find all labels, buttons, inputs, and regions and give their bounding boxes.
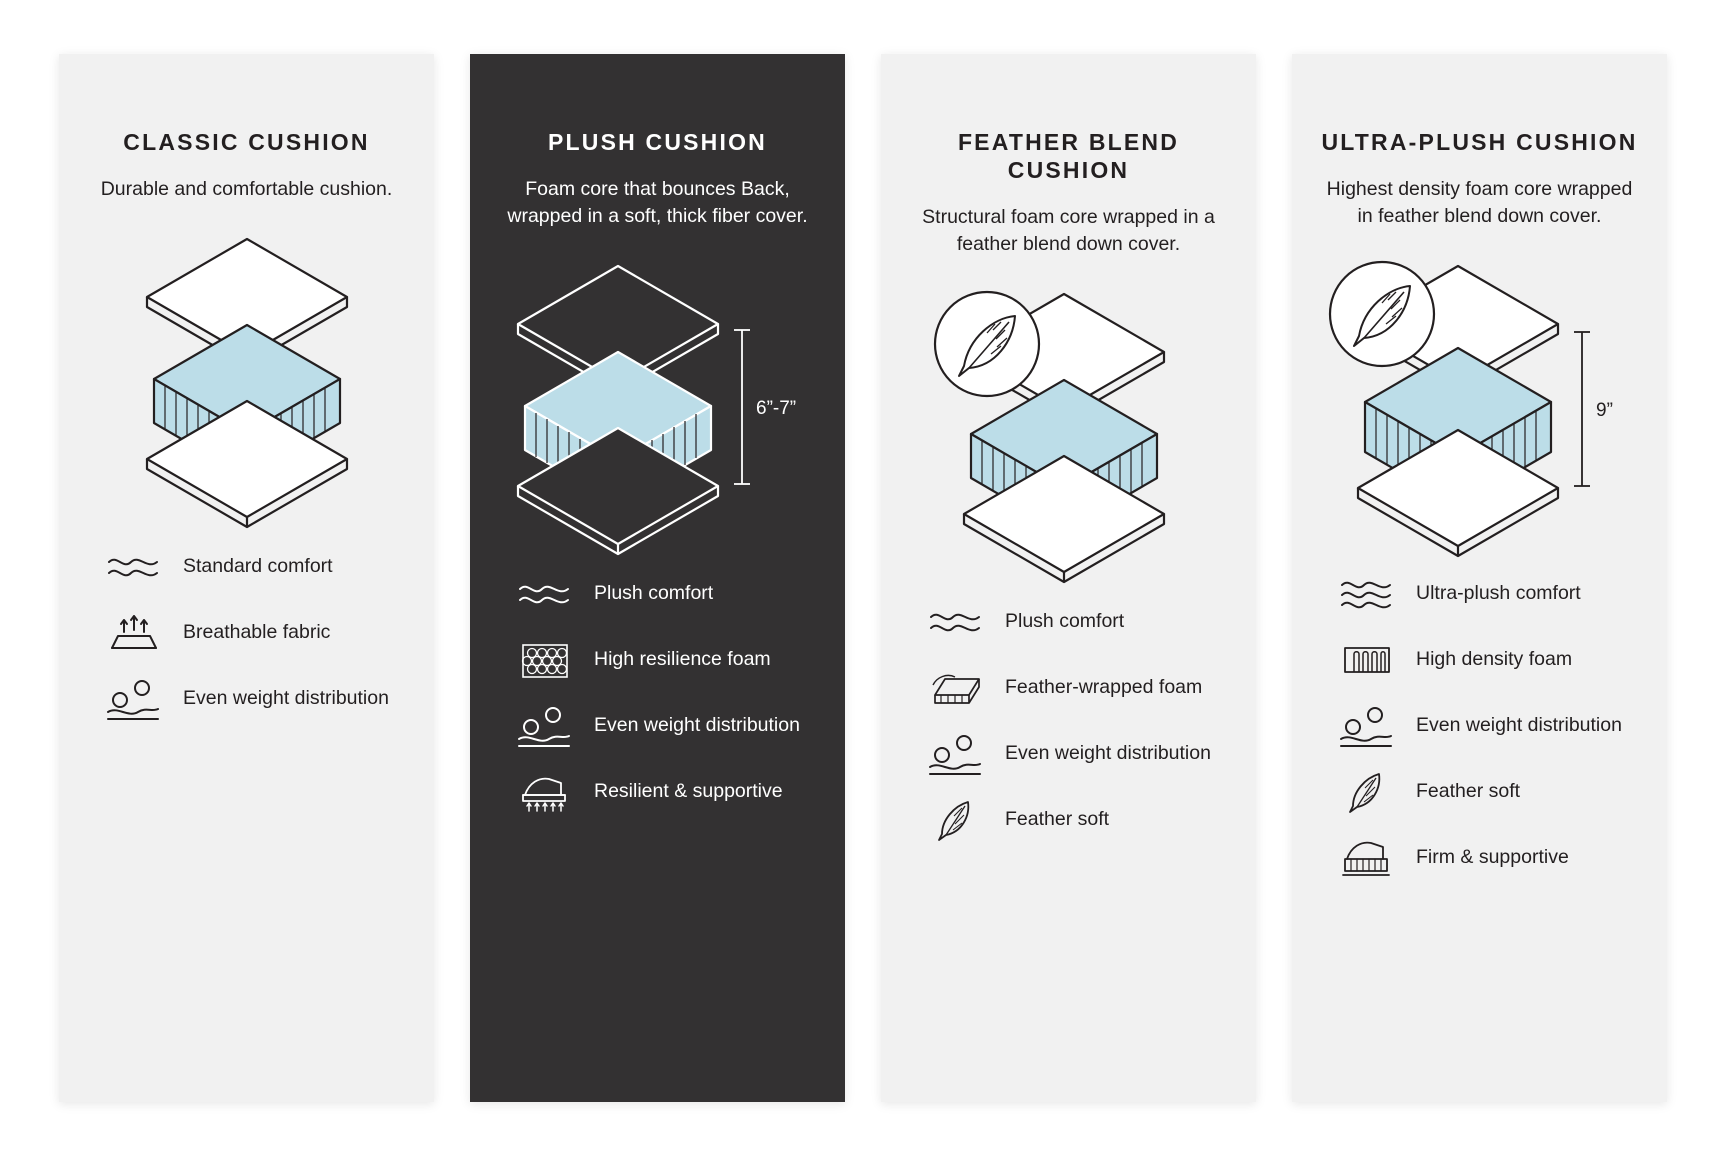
list-item bbox=[925, 796, 1228, 844]
feature-label: Standard comfort bbox=[183, 555, 333, 578]
weight-distribution-icon bbox=[1336, 703, 1398, 749]
firm-support-icon bbox=[1336, 835, 1398, 881]
card-plush-cushion bbox=[470, 54, 845, 1102]
card-ultra-plush-cushion bbox=[1292, 54, 1667, 1102]
list-item bbox=[103, 543, 406, 591]
exploded-cushion-diagram bbox=[498, 246, 817, 546]
exploded-cushion-diagram bbox=[87, 219, 406, 519]
dimension-indicator bbox=[734, 330, 750, 484]
feature-label: High density foam bbox=[1416, 648, 1573, 671]
feature-label: Firm & supportive bbox=[1416, 846, 1569, 869]
list-item bbox=[103, 609, 406, 657]
list-item bbox=[514, 768, 817, 816]
feather-badge-icon bbox=[935, 292, 1039, 396]
feature-label: Feather soft bbox=[1005, 808, 1110, 831]
feather-badge-icon bbox=[1330, 262, 1434, 366]
weight-distribution-icon bbox=[925, 731, 987, 777]
feature-list bbox=[1320, 570, 1639, 882]
exploded-cushion-diagram bbox=[1320, 246, 1639, 546]
list-item bbox=[1336, 636, 1639, 684]
feature-label: Even weight distribution bbox=[594, 714, 800, 737]
page-title: PLUSH CUSHION bbox=[547, 129, 767, 155]
card-description: Foam core that bounces Back, wrapped in a soft, thick fiber cover. bbox=[507, 178, 808, 227]
card-description: Highest density foam core wrapped in feather blend down cover. bbox=[1326, 178, 1633, 227]
feature-list bbox=[498, 570, 817, 816]
page-title: CLASSIC CUSHION bbox=[123, 129, 370, 155]
honeycomb-foam-icon bbox=[514, 637, 576, 683]
weight-distribution-icon bbox=[514, 703, 576, 749]
list-item bbox=[1336, 702, 1639, 750]
feature-label: Even weight distribution bbox=[1416, 714, 1622, 737]
feature-label: Breathable fabric bbox=[183, 621, 331, 644]
feather-wrapped-foam-icon bbox=[925, 665, 987, 711]
feather-icon bbox=[1336, 768, 1398, 816]
card-classic-cushion bbox=[59, 54, 434, 1102]
list-item bbox=[925, 664, 1228, 712]
feather-icon bbox=[925, 796, 987, 844]
wave-comfort-icon bbox=[925, 607, 987, 637]
list-item bbox=[925, 598, 1228, 646]
feature-label: Even weight distribution bbox=[1005, 742, 1211, 765]
high-density-foam-icon bbox=[1336, 638, 1398, 682]
feature-label: High resilience foam bbox=[594, 648, 771, 671]
list-item bbox=[514, 636, 817, 684]
resilient-support-icon bbox=[514, 769, 576, 815]
list-item bbox=[514, 570, 817, 618]
feature-label: Resilient & supportive bbox=[594, 780, 783, 803]
card-feather-blend-cushion bbox=[881, 54, 1256, 1102]
wave-comfort-icon bbox=[103, 552, 165, 582]
card-description: Structural foam core wrapped in a feather blend down cover. bbox=[922, 206, 1215, 255]
exploded-cushion-diagram bbox=[909, 274, 1228, 574]
weight-distribution-icon bbox=[103, 676, 165, 722]
list-item bbox=[514, 702, 817, 750]
breathable-fabric-icon bbox=[103, 610, 165, 656]
list-item bbox=[1336, 834, 1639, 882]
feature-list bbox=[909, 598, 1228, 844]
list-item bbox=[925, 730, 1228, 778]
list-item bbox=[1336, 570, 1639, 618]
feature-label: Plush comfort bbox=[1005, 610, 1125, 633]
feature-label: Feather-wrapped foam bbox=[1005, 676, 1203, 699]
dimension-indicator bbox=[1574, 332, 1590, 486]
page-title: ULTRA-PLUSH CUSHION bbox=[1321, 129, 1638, 155]
dimension-label: 9” bbox=[1595, 399, 1613, 421]
page-title: FEATHER BLEND CUSHION bbox=[957, 129, 1180, 184]
feature-label: Ultra-plush comfort bbox=[1416, 582, 1581, 605]
wave-comfort-icon bbox=[514, 579, 576, 609]
feature-label: Even weight distribution bbox=[183, 687, 389, 710]
card-description: Durable and comfortable cushion. bbox=[100, 178, 393, 201]
wave-comfort-icon bbox=[1336, 577, 1398, 611]
feature-list bbox=[87, 543, 406, 723]
list-item bbox=[103, 675, 406, 723]
dimension-label: 6”-7” bbox=[755, 397, 796, 419]
feature-label: Feather soft bbox=[1416, 780, 1521, 803]
feature-label: Plush comfort bbox=[594, 582, 714, 605]
list-item bbox=[1336, 768, 1639, 816]
